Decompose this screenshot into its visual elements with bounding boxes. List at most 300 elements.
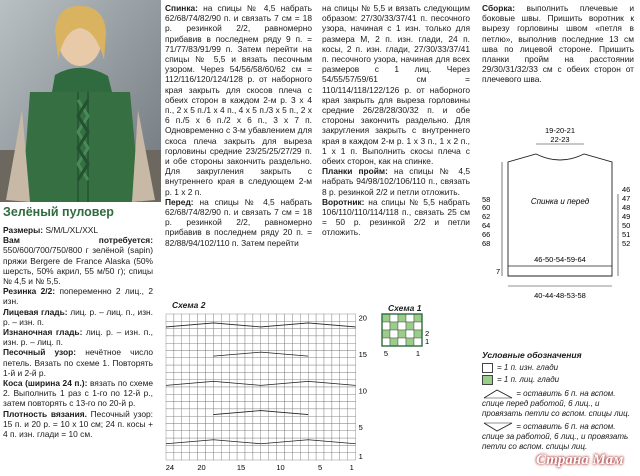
chart2-cell bbox=[166, 358, 174, 365]
chart2-cell bbox=[245, 402, 253, 409]
chart2-cell bbox=[237, 329, 245, 336]
chart2-cell bbox=[190, 402, 198, 409]
column-3 bbox=[322, 3, 470, 238]
chart2-cell bbox=[269, 365, 277, 372]
chart2-cell bbox=[292, 372, 300, 379]
chart2-cell bbox=[253, 351, 261, 358]
chart2-cell bbox=[348, 431, 356, 438]
chart2-col-label: 1 bbox=[349, 463, 354, 472]
chart2-cell bbox=[174, 453, 182, 460]
chart2-cell bbox=[332, 416, 340, 423]
chart2-cell bbox=[229, 336, 237, 343]
chart2-cell bbox=[237, 416, 245, 423]
center-label: Спинка и перед bbox=[530, 197, 590, 206]
chart2-cell bbox=[300, 329, 308, 336]
chart2-cell bbox=[285, 343, 293, 350]
chart2-cell bbox=[190, 358, 198, 365]
chart2-cell bbox=[340, 314, 348, 321]
chart2-cell bbox=[340, 387, 348, 394]
chart2-cell bbox=[292, 343, 300, 350]
chart2-cell bbox=[348, 453, 356, 460]
chart2-cell bbox=[221, 358, 229, 365]
cable-front-icon bbox=[482, 389, 514, 399]
top-width-label: 19-20-21 bbox=[544, 126, 576, 135]
chart2-cell bbox=[182, 329, 190, 336]
chart2-cell bbox=[340, 329, 348, 336]
chart2-cell bbox=[221, 314, 229, 321]
chart2-cell bbox=[245, 351, 253, 358]
chart2-cell bbox=[221, 416, 229, 423]
chart2-cell bbox=[253, 445, 261, 452]
chart2-cell bbox=[261, 431, 269, 438]
chart2-cell bbox=[198, 329, 206, 336]
chart2-cell bbox=[285, 424, 293, 431]
chart2-cell bbox=[245, 445, 253, 452]
chart2-cell bbox=[292, 329, 300, 336]
chart2-cell bbox=[308, 365, 316, 372]
chart2-cell bbox=[332, 387, 340, 394]
chart2-cell bbox=[292, 380, 300, 387]
chart2-col-label: 24 bbox=[165, 463, 175, 472]
chart1-cell bbox=[398, 322, 406, 330]
chart2-cell bbox=[277, 365, 285, 372]
stockinette-line: Лицевая гладь: лиц. р. – лиц. п., изн. р. – изн. п. bbox=[3, 306, 153, 327]
chart2-cell bbox=[300, 365, 308, 372]
chart2-cell bbox=[269, 438, 277, 445]
chart2-cell bbox=[182, 453, 190, 460]
chart2-cell bbox=[277, 416, 285, 423]
chart2-cell bbox=[245, 409, 253, 416]
chart2-cell bbox=[308, 351, 316, 358]
chart2-cell bbox=[308, 380, 316, 387]
chart2-cell bbox=[316, 380, 324, 387]
chart2-cell bbox=[261, 424, 269, 431]
chart2-cell bbox=[340, 409, 348, 416]
chart2-cell bbox=[308, 321, 316, 328]
chart2-cell bbox=[300, 416, 308, 423]
chart2-cell bbox=[245, 380, 253, 387]
chart2-cell bbox=[285, 372, 293, 379]
chart2-cell bbox=[348, 365, 356, 372]
chart2-cell bbox=[316, 372, 324, 379]
chart2-cell bbox=[174, 424, 182, 431]
chart1-col-label: 5 bbox=[383, 349, 389, 358]
chart2-cell bbox=[229, 402, 237, 409]
chart2-cell bbox=[277, 445, 285, 452]
chart2-cell bbox=[182, 387, 190, 394]
chart1-grid bbox=[378, 312, 448, 368]
chart2-cell bbox=[206, 314, 214, 321]
chart2-cell bbox=[253, 402, 261, 409]
chart2-cell bbox=[253, 321, 261, 328]
chart2-cell bbox=[300, 438, 308, 445]
right-value: 49 bbox=[622, 212, 631, 221]
chart2-cell bbox=[285, 416, 293, 423]
chart2-cell bbox=[269, 394, 277, 401]
chart2-cell bbox=[198, 409, 206, 416]
chart2-col-label: 20 bbox=[197, 463, 206, 472]
materials-line: Вам потребуется: 550/600/700/750/800 г зелёной (sapin) пряжи Bergere de France Alaska (50% шерсть, 50% акрил, 55 м/50 г); спицы № 4,5 и № 5,5. bbox=[3, 235, 153, 287]
rib-height-label: 7 bbox=[496, 267, 501, 276]
chart2-cell bbox=[206, 453, 214, 460]
chart2-cell bbox=[182, 394, 190, 401]
chart2-cell bbox=[269, 402, 277, 409]
chart2-cell bbox=[261, 445, 269, 452]
chart2-cell bbox=[182, 431, 190, 438]
chart2-cell bbox=[190, 416, 198, 423]
chart1-cell bbox=[414, 314, 422, 322]
chart2-cell bbox=[166, 372, 174, 379]
back-section: Спинка: на спицы № 4,5 набрать 62/68/74/82/90 п. и связать 7 см = 18 р. резинкой 2/2, равномерно прибавив в последнем ряду 9 п. = 71/77/83/91/99 п. Затем перейти на спицы № 5,5 и вязать песочным узором. Через 54/56/58/60/62 см = 112/116/120/124/128 р. от наборного края закрыть для скосов плеча с обеих сторон в каждом 2-м р. 3 х 4 п., 2 х 5 п./1 х 4 п., 4 х 5 п./3 х 5 п., 2 х 6 п./5 х 6 п./2 х 6 п., 3 х 7 п. Одновременно с 3-м убавлением для скоса плеча закрыть для выреза горловины средние 23/25/25/27/29 п. и обе стороны закончить раздельно. Для закругления закрыть с внутреннего края в следующем 2-м р. 1 х 2 п. bbox=[165, 3, 312, 197]
chart2-cell bbox=[213, 329, 221, 336]
chart2-cell bbox=[285, 358, 293, 365]
chart2-cell bbox=[198, 358, 206, 365]
watermark-logo: Страна Мам bbox=[536, 452, 624, 468]
chart2-cell bbox=[190, 336, 198, 343]
chart2-cell bbox=[348, 372, 356, 379]
chart2-cell bbox=[340, 321, 348, 328]
chart2-cell bbox=[253, 343, 261, 350]
chart2-cell bbox=[348, 445, 356, 452]
chart2-cell bbox=[213, 336, 221, 343]
chart2-cell bbox=[292, 321, 300, 328]
chart2-cell bbox=[269, 387, 277, 394]
chart2-cell bbox=[229, 314, 237, 321]
chart2-cell bbox=[332, 329, 340, 336]
chart2-cell bbox=[316, 343, 324, 350]
chart2-cell bbox=[174, 402, 182, 409]
chart2-cell bbox=[316, 358, 324, 365]
legend-cable-front: = оставить 6 п. на вспом. спице перед работой, 6 лиц., и провязать петли со вспом. спицы лиц. bbox=[482, 389, 630, 418]
chart2-cell bbox=[348, 424, 356, 431]
chart2-cell bbox=[292, 351, 300, 358]
chart2-cell bbox=[237, 358, 245, 365]
chart2-cell bbox=[221, 321, 229, 328]
chart2-cell bbox=[324, 431, 332, 438]
chart2-cell bbox=[213, 358, 221, 365]
chart2-cell bbox=[182, 314, 190, 321]
chart2-cell bbox=[206, 387, 214, 394]
chart2-cell bbox=[229, 365, 237, 372]
chart2-cell bbox=[237, 402, 245, 409]
chart2-cell bbox=[332, 351, 340, 358]
chart2-cell bbox=[261, 453, 269, 460]
chart2-cell bbox=[300, 402, 308, 409]
front-continued: на спицы № 5,5 и вязать следующим образом: 27/30/33/37/41 п. песочного узора, начиная с 1 изн. только для размера M, 2 п. изн. глади, 24 п. косы, 2 п. изн. глади, 27/30/33/37/41 п. песочного узора, начиная для всех размеров с 1 лиц. Через 54/55/57/59/61 см = 110/114/118/122/126 р. от наборного края закрыть для выреза горловины средние 26/28/28/30/32 п. и обе стороны закончить раздельно. Для закругления закрыть с внутреннего края в каждом 2-м р. 1 х 3 п., 1 х 2 п., 1 х 1 п. Выполнить скосы плеча с обеих сторон, как на спинке. bbox=[322, 3, 470, 167]
chart2-cell bbox=[285, 394, 293, 401]
hem-width-label: 46-50-54-59-64 bbox=[534, 255, 586, 264]
chart2-cell bbox=[292, 438, 300, 445]
chart2-cell bbox=[174, 416, 182, 423]
chart2-cell bbox=[182, 424, 190, 431]
chart2-cell bbox=[206, 445, 214, 452]
chart2-cell bbox=[245, 394, 253, 401]
chart2-cell bbox=[348, 409, 356, 416]
chart1-cell bbox=[382, 322, 390, 330]
chart2-cell bbox=[206, 372, 214, 379]
chart2-cell bbox=[316, 416, 324, 423]
chart2-cell bbox=[261, 358, 269, 365]
chart2-cell bbox=[277, 394, 285, 401]
chart2-cell bbox=[166, 402, 174, 409]
chart2-cell bbox=[213, 453, 221, 460]
chart2-cell bbox=[332, 402, 340, 409]
armhole-section: Планки пройм: на спицы № 4,5 набрать 94/98/102/106/110 п., связать 8 р. резинкой 2/2 и петли отложить. bbox=[322, 166, 470, 197]
chart2-cell bbox=[308, 409, 316, 416]
sweater-photo bbox=[0, 0, 161, 202]
chart2-cell bbox=[316, 394, 324, 401]
chart2-cell bbox=[213, 343, 221, 350]
column-2 bbox=[165, 3, 312, 248]
chart2-cell bbox=[340, 343, 348, 350]
chart2-cell bbox=[253, 431, 261, 438]
chart2-cell bbox=[277, 453, 285, 460]
chart2-cell bbox=[292, 314, 300, 321]
chart2-cell bbox=[198, 387, 206, 394]
right-value: 52 bbox=[622, 239, 631, 248]
chart2-cell bbox=[229, 431, 237, 438]
chart2-cell bbox=[166, 445, 174, 452]
chart2-cell bbox=[340, 431, 348, 438]
chart2-cell bbox=[348, 321, 356, 328]
chart2-cell bbox=[292, 416, 300, 423]
chart2-cell bbox=[213, 372, 221, 379]
chart2-cell bbox=[253, 329, 261, 336]
chart2-cell bbox=[269, 380, 277, 387]
chart2-cell bbox=[166, 431, 174, 438]
chart2-cell bbox=[292, 336, 300, 343]
chart2-cell bbox=[340, 358, 348, 365]
chart2-cell bbox=[300, 445, 308, 452]
chart2-cell bbox=[348, 394, 356, 401]
chart2-cell bbox=[277, 431, 285, 438]
chart2-cell bbox=[253, 387, 261, 394]
garment-schematic bbox=[480, 122, 640, 302]
chart2-cell bbox=[229, 394, 237, 401]
chart1-cell bbox=[390, 330, 398, 338]
chart2-cell bbox=[206, 409, 214, 416]
chart2-cell bbox=[348, 343, 356, 350]
chart1-cell bbox=[406, 330, 414, 338]
chart2-cell bbox=[285, 314, 293, 321]
chart2-cell bbox=[190, 314, 198, 321]
chart2-cell bbox=[166, 416, 174, 423]
chart2-cell bbox=[300, 424, 308, 431]
chart2-cell bbox=[348, 387, 356, 394]
chart2-cell bbox=[166, 453, 174, 460]
chart2-cell bbox=[206, 358, 214, 365]
chart2-cell bbox=[213, 402, 221, 409]
chart2-cell bbox=[253, 394, 261, 401]
chart2-cell bbox=[308, 329, 316, 336]
chart1-col-label: 1 bbox=[415, 349, 421, 358]
chart2-cell bbox=[324, 343, 332, 350]
chart2-cell bbox=[237, 387, 245, 394]
chart2-cell bbox=[237, 372, 245, 379]
purl-swatch bbox=[482, 363, 493, 373]
chart1-cell bbox=[414, 338, 422, 346]
chart2-cell bbox=[229, 424, 237, 431]
chart2-cell bbox=[316, 409, 324, 416]
chart2-cell bbox=[277, 358, 285, 365]
chart2-cell bbox=[174, 351, 182, 358]
chart1-cell bbox=[398, 338, 406, 346]
chart2-cell bbox=[308, 445, 316, 452]
chart2-cell bbox=[213, 365, 221, 372]
chart2-cell bbox=[348, 329, 356, 336]
chart2-cell bbox=[285, 402, 293, 409]
chart2-cell bbox=[190, 431, 198, 438]
chart2-cell bbox=[285, 329, 293, 336]
chart2-cell bbox=[300, 336, 308, 343]
chart2-cell bbox=[221, 365, 229, 372]
left-value: 60 bbox=[482, 203, 491, 212]
bottom-width-label: 40-44-48-53-58 bbox=[534, 291, 586, 300]
chart2-cell bbox=[316, 424, 324, 431]
chart2-cell bbox=[316, 453, 324, 460]
chart2-cell bbox=[253, 409, 261, 416]
chart2-cell bbox=[316, 365, 324, 372]
chart2-cell bbox=[213, 394, 221, 401]
chart2-cell bbox=[229, 387, 237, 394]
chart2-cell bbox=[292, 358, 300, 365]
chart2-cell bbox=[340, 351, 348, 358]
chart2-cell bbox=[324, 336, 332, 343]
chart1-cell bbox=[382, 330, 390, 338]
chart2-cell bbox=[174, 321, 182, 328]
chart2-cell bbox=[253, 424, 261, 431]
chart2-cell bbox=[190, 372, 198, 379]
chart2-cell bbox=[269, 358, 277, 365]
chart2-cell bbox=[340, 372, 348, 379]
chart2-cell bbox=[261, 380, 269, 387]
chart2-cell bbox=[182, 351, 190, 358]
chart2-cell bbox=[245, 453, 253, 460]
cable-back-icon bbox=[482, 422, 514, 432]
chart2-cell bbox=[174, 314, 182, 321]
chart2-cell bbox=[285, 336, 293, 343]
chart2-cell bbox=[245, 365, 253, 372]
chart2-cell bbox=[166, 409, 174, 416]
chart2-cell bbox=[229, 445, 237, 452]
chart2-cell bbox=[198, 380, 206, 387]
chart2-cell bbox=[253, 314, 261, 321]
chart2-row-label: 5 bbox=[358, 422, 363, 432]
chart2-cell bbox=[198, 365, 206, 372]
gauge-line: Плотность вязания. Песочный узор: 15 п. и 20 р. = 10 х 10 см; 24 п. косы + 4 п. изн. глади = 10 см. bbox=[3, 408, 154, 440]
chart2-cell bbox=[300, 372, 308, 379]
chart2-cell bbox=[245, 431, 253, 438]
chart2-row-label: 20 bbox=[358, 313, 367, 323]
chart2-cell bbox=[237, 336, 245, 343]
chart2-cell bbox=[277, 387, 285, 394]
right-value: 48 bbox=[622, 203, 631, 212]
chart2-cell bbox=[348, 416, 356, 423]
chart2-cell bbox=[245, 343, 253, 350]
chart2-cell bbox=[316, 445, 324, 452]
chart2-cell bbox=[340, 394, 348, 401]
chart2-cell bbox=[340, 336, 348, 343]
chart2-row-label: 1 bbox=[358, 452, 363, 461]
chart2-cell bbox=[300, 321, 308, 328]
chart2-cell bbox=[261, 351, 269, 358]
chart2-title: Схема 2 bbox=[172, 300, 206, 310]
chart2-cell bbox=[206, 402, 214, 409]
chart2-cell bbox=[166, 394, 174, 401]
chart1-cell bbox=[414, 322, 422, 330]
chart1-cell bbox=[406, 322, 414, 330]
chart2-cell bbox=[245, 329, 253, 336]
chart1-row-labels bbox=[425, 329, 429, 346]
chart2-cell bbox=[292, 453, 300, 460]
chart2-cell bbox=[206, 329, 214, 336]
chart2-cell bbox=[324, 424, 332, 431]
seed-line: Песочный узор: нечётное число петель. Вязать по схеме 1. Повторять 1-й и 2-й р. bbox=[3, 347, 154, 378]
chart2-cell bbox=[340, 424, 348, 431]
chart2-cell bbox=[237, 431, 245, 438]
chart2-cell bbox=[292, 402, 300, 409]
chart2-cell bbox=[221, 336, 229, 343]
chart2-cell bbox=[198, 321, 206, 328]
chart1-cell bbox=[390, 338, 398, 346]
chart2-row-label: 15 bbox=[358, 349, 367, 359]
chart2-cell bbox=[332, 431, 340, 438]
chart2-cell bbox=[198, 372, 206, 379]
chart2-cell bbox=[237, 453, 245, 460]
chart2-cell bbox=[198, 453, 206, 460]
chart2-cell bbox=[198, 351, 206, 358]
neck-depth-label: 22-23 bbox=[550, 135, 570, 144]
chart2-cell bbox=[245, 372, 253, 379]
chart2-cell bbox=[316, 387, 324, 394]
left-total-label: 58 bbox=[482, 195, 491, 204]
chart2-cell bbox=[166, 329, 174, 336]
chart2-cell bbox=[221, 453, 229, 460]
chart2-cell bbox=[174, 329, 182, 336]
chart2-cell bbox=[285, 453, 293, 460]
chart2-cell bbox=[332, 409, 340, 416]
chart2-cell bbox=[174, 431, 182, 438]
chart2-cell bbox=[190, 409, 198, 416]
chart2-cell bbox=[213, 387, 221, 394]
chart2-cell bbox=[269, 416, 277, 423]
chart2-col-label: 5 bbox=[317, 463, 323, 472]
chart2-cell bbox=[253, 453, 261, 460]
chart2-cell bbox=[198, 314, 206, 321]
chart2-cell bbox=[174, 394, 182, 401]
chart1-cell bbox=[414, 330, 422, 338]
chart2-cell bbox=[300, 431, 308, 438]
chart1-cell bbox=[398, 314, 406, 322]
chart2-cell bbox=[261, 314, 269, 321]
legend-purl: = 1 п. изн. глади bbox=[482, 363, 638, 373]
chart2-cell bbox=[308, 416, 316, 423]
chart2-cell bbox=[213, 424, 221, 431]
chart2-cell bbox=[166, 343, 174, 350]
chart2-cell bbox=[348, 380, 356, 387]
chart1-cells bbox=[382, 314, 422, 346]
chart2-cell bbox=[206, 321, 214, 328]
chart2-col-label: 10 bbox=[276, 463, 285, 472]
chart2-cell bbox=[221, 329, 229, 336]
chart1-cell bbox=[406, 338, 414, 346]
chart2-cell bbox=[221, 402, 229, 409]
chart2-cell bbox=[198, 424, 206, 431]
chart1-cell bbox=[390, 314, 398, 322]
chart2-cell bbox=[316, 351, 324, 358]
chart2-cell bbox=[277, 329, 285, 336]
chart2-cell bbox=[198, 416, 206, 423]
